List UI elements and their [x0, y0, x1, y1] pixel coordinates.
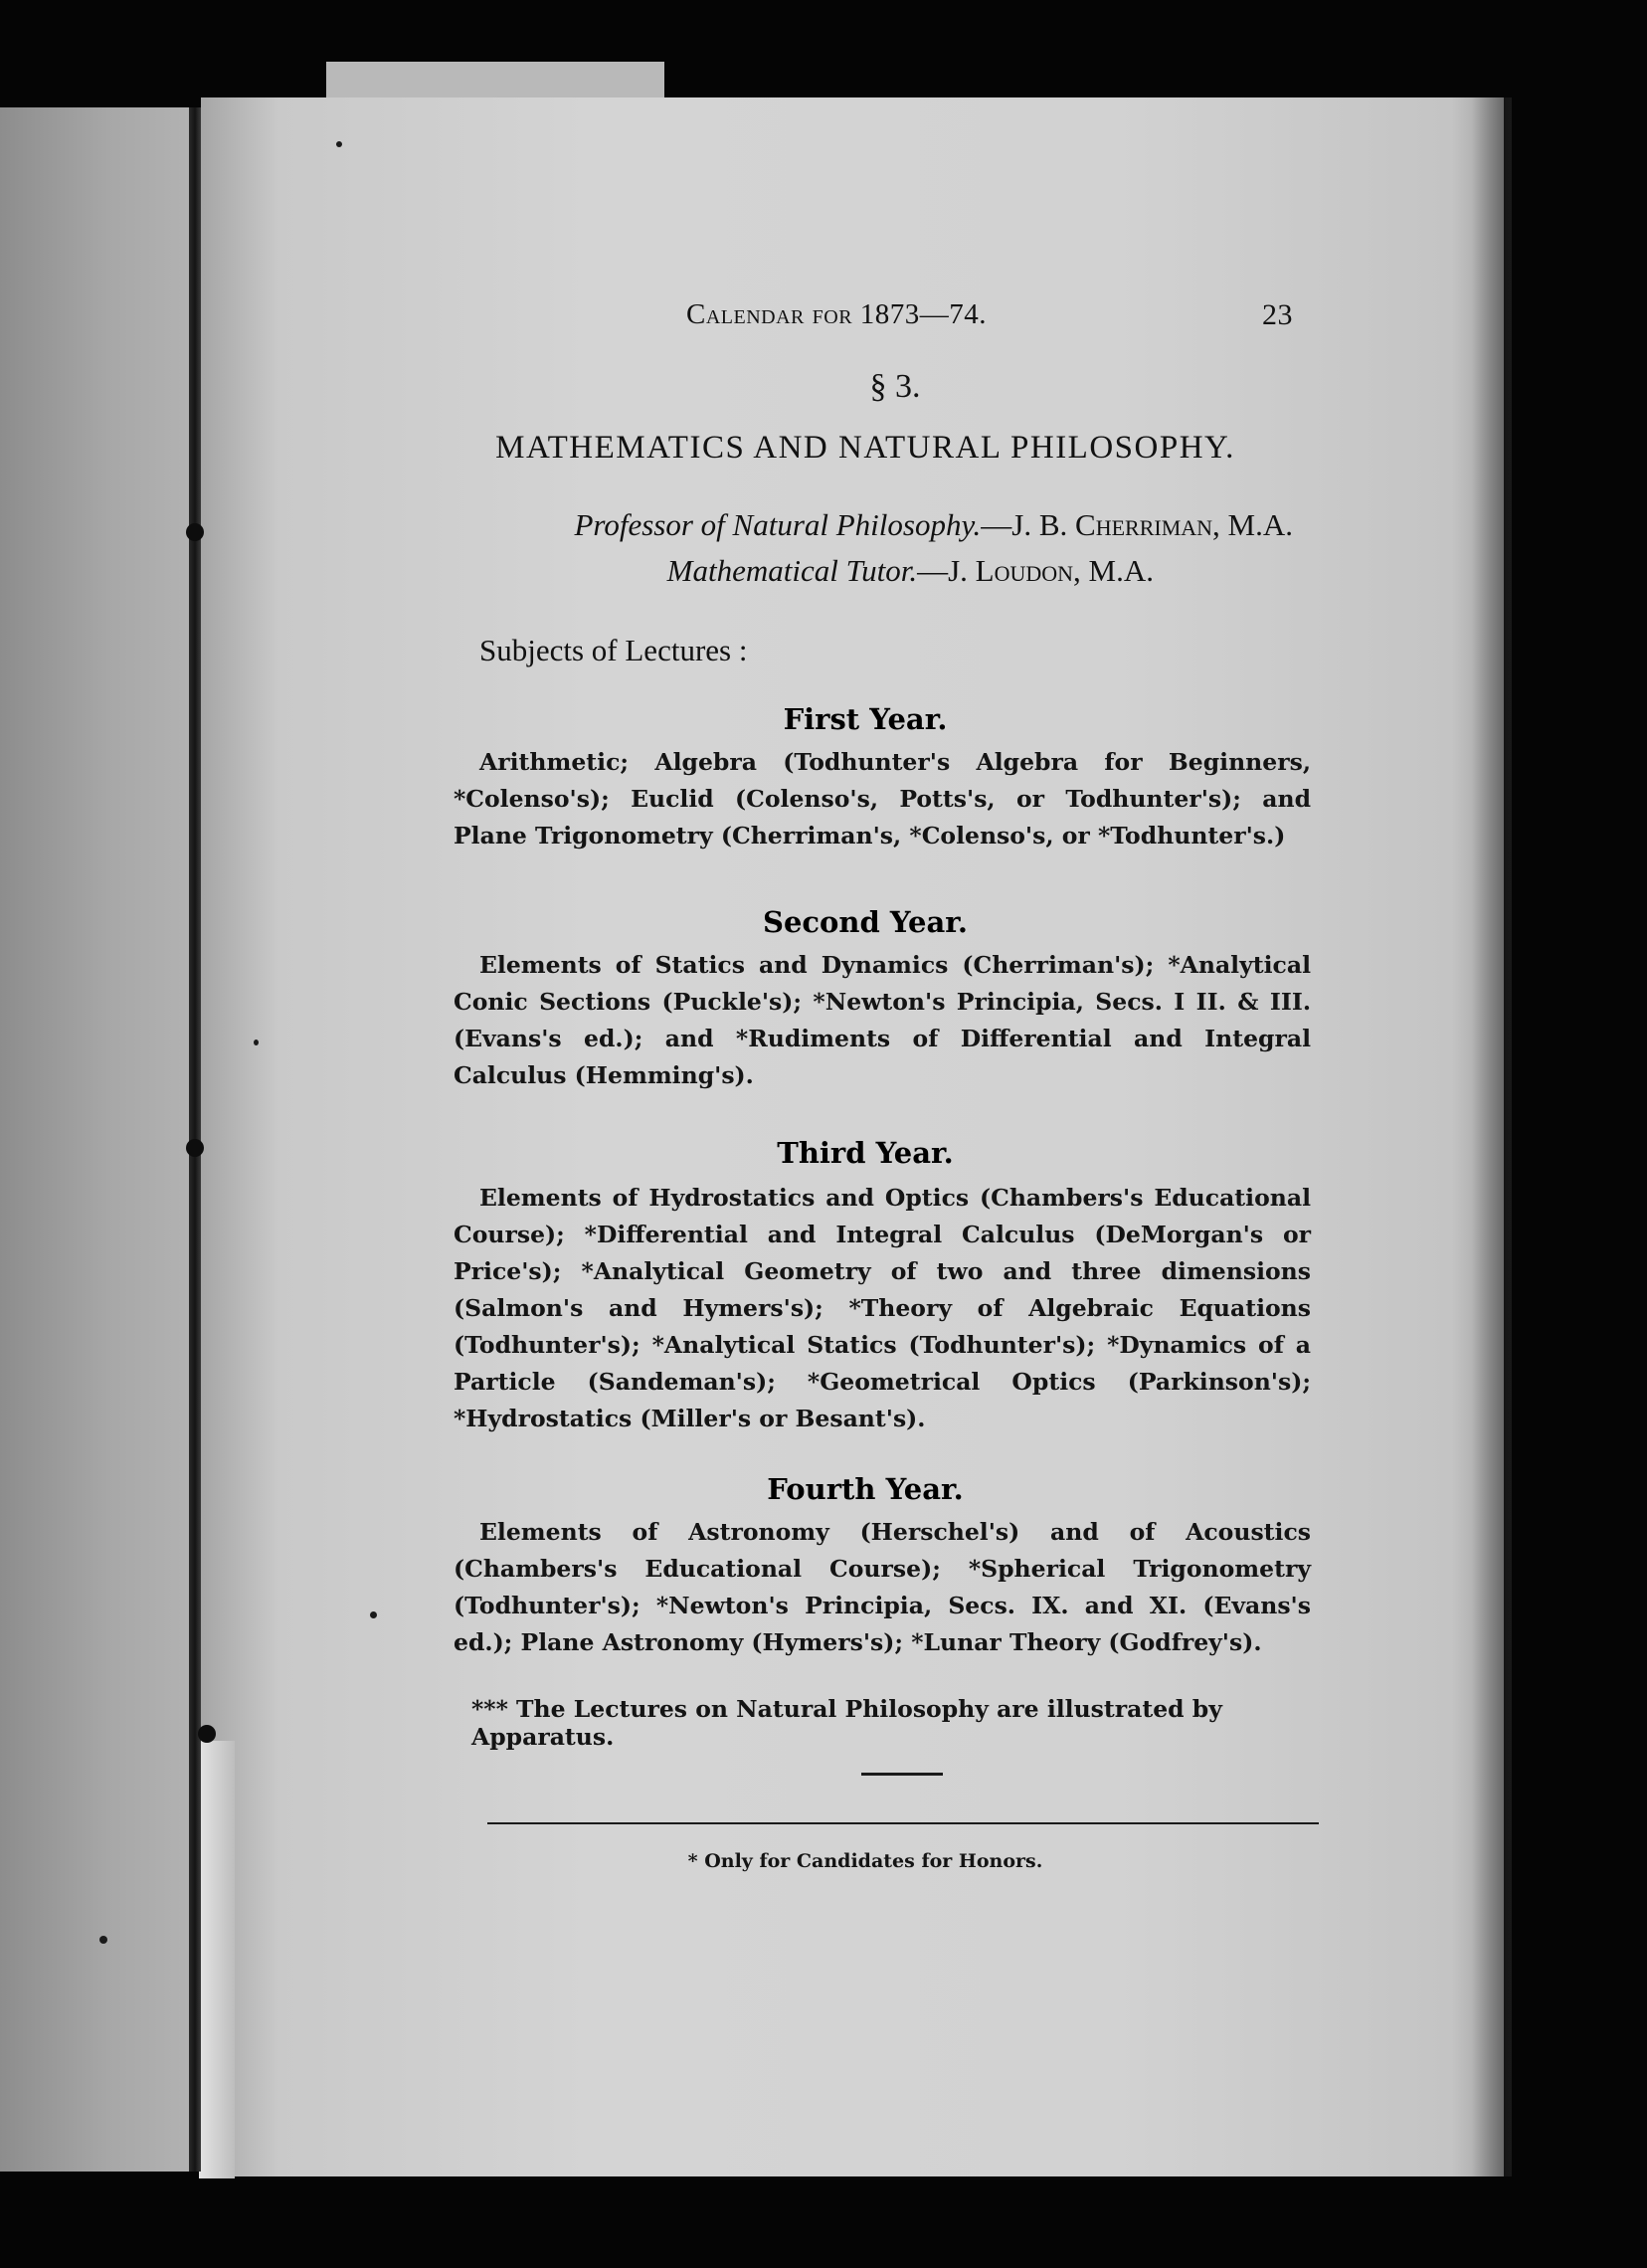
second-year-heading: Second Year.	[763, 905, 968, 939]
ink-speck	[336, 141, 342, 147]
fourth-year-body: Elements of Astronomy (Herschel's) and of Acoustics (Chambers's Educational Course); *Spherical Trigonometry (Todhunter's); *Newton's Principia, Secs. IX. and XI. (Evans's ed.); Plane Astronomy (Hymers's); *Lunar Theory (Godfrey's).	[454, 1518, 1311, 1656]
professor-name: —J. B. Cherriman, M.A.	[981, 507, 1293, 542]
ink-speck	[99, 1936, 107, 1944]
footnote: * Only for Candidates for Honors.	[687, 1850, 1043, 1872]
first-year-body: Arithmetic; Algebra (Todhunter's Algebra for Beginners, *Colenso's); Euclid (Colenso's, Potts's, or Todhunter's); and Plane Trigonometry (Cherriman's, *Colenso's, or *Todhunter's.)	[454, 748, 1311, 850]
section-title: MATHEMATICS AND NATURAL PHILOSOPHY.	[495, 430, 1235, 466]
second-year-body: Elements of Statics and Dynamics (Cherriman's); *Analytical Conic Sections (Puckle's); *Newton's Principia, Secs. I II. & III. (Evans's ed.); and *Rudiments of Differential and Integral Calculus (Hemming's).	[454, 951, 1311, 1089]
stitch-hole	[198, 1725, 216, 1743]
torn-binding-strip	[199, 1741, 235, 2178]
stitch-hole	[186, 523, 204, 541]
footnote-rule	[487, 1822, 1319, 1824]
ink-speck	[370, 1611, 377, 1618]
running-header	[686, 298, 1293, 338]
apparatus-note: *** The Lectures on Natural Philosophy are illustrated by Apparatus.	[471, 1695, 1222, 1751]
tutor-line	[438, 553, 1154, 589]
tutor-name: —J. Loudon, M.A.	[917, 553, 1154, 588]
page-number: 23	[1262, 298, 1293, 331]
left-page-edge	[0, 107, 197, 2172]
tutor-role: Mathematical Tutor.	[666, 553, 918, 588]
professor-role: Professor of Natural Philosophy.	[574, 507, 982, 542]
section-end-rule	[861, 1773, 943, 1776]
running-title: Calendar for 1873—74.	[686, 298, 988, 330]
page-edge-shadow	[1472, 97, 1512, 2176]
first-year-heading: First Year.	[783, 702, 948, 736]
subjects-heading: Subjects of Lectures :	[479, 633, 748, 667]
third-year-heading: Third Year.	[777, 1136, 954, 1170]
section-mark: § 3.	[869, 368, 921, 405]
professor-line	[438, 507, 1293, 543]
third-year-body: Elements of Hydrostatics and Optics (Chambers's Educational Course); *Differential and Integral Calculus (DeMorgan's or Price's); *Analytical Geometry of two and three dimensions (Salmon's and Hymers's); *Theory of Algebraic Equations (Todhunter's); *Analytical Statics (Todhunter's); *Dynamics of a Particle (Sandeman's); *Geometrical Optics (Parkinson's); *Hydrostatics (Miller's or Besant's).	[454, 1184, 1311, 1432]
ink-speck	[254, 1040, 259, 1045]
fourth-year-heading: Fourth Year.	[767, 1472, 964, 1506]
stitch-hole	[186, 1139, 204, 1157]
